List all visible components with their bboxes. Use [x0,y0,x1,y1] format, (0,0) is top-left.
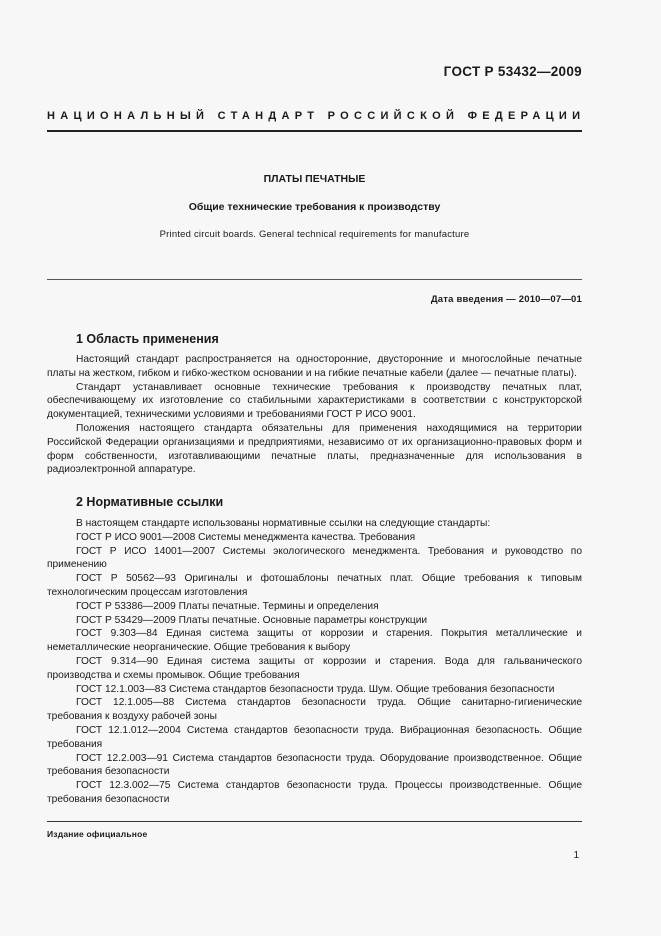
document-subtitle: Общие технические требования к производству [188,201,441,213]
section-1-paragraph: Положения настоящего стандарта обязательны для применения находящимися на территории Российской Федерации организациями и предприятиями, независимо от их организационно-правовых форм и форм собственности, изготавливающими печатные платы, предназначенные для использования в радиоэлектронной аппаратуре. [47,422,582,476]
reference-item: ГОСТ 9.314—90 Единая система защиты от коррозии и старения. Вода для гальванического производства и схемы промывок. Общие требования [47,655,582,681]
reference-item: ГОСТ 12.1.012—2004 Система стандартов безопасности труда. Вибрационная безопасность. Общие требования [47,724,582,750]
document-title: ПЛАТЫ ПЕЧАТНЫЕ [263,173,366,185]
reference-item: ГОСТ 12.1.005—88 Система стандартов безопасности труда. Общие санитарно-гигиенические требования к воздуху рабочей зоны [47,697,582,723]
reference-item: ГОСТ 12.3.002—75 Система стандартов безопасности труда. Процессы производственные. Общие требования безопасности [47,780,582,805]
gost-number: ГОСТ Р 53432—2009 [443,64,582,79]
reference-item: ГОСТ Р 53429—2009 Платы печатные. Основные параметры конструкции [76,614,428,626]
title-rule [47,279,582,280]
edition-note: Издание официальное [47,829,148,839]
page-number: 1 [573,850,579,861]
reference-item: ГОСТ Р ИСО 9001—2008 Системы менеджмента качества. Требования [76,531,416,543]
section-2-heading: 2 Нормативные ссылки [76,495,224,509]
footer-rule [47,821,582,822]
section-2-body [47,517,582,807]
references-intro: В настоящем стандарте использованы нормативные ссылки на следующие стандарты: [76,518,491,529]
reference-item: ГОСТ Р 53386—2009 Платы печатные. Термины и определения [76,600,379,612]
reference-item: ГОСТ 9.303—84 Единая система защиты от коррозии и старения. Покрытия металлические и неметаллические неорганические. Общие требования к выбору [47,628,582,654]
section-1-paragraph: Стандарт устанавливает основные технические требования к производству печатных плат, обеспечивающему их изготовление со стабильными характеристиками в соответствии с конструкторской документацией, техническими условиями и требованиями ГОСТ Р ИСО 9001. [47,381,582,421]
section-1-paragraph: Настоящий стандарт распространяется на односторонние, двусторонние и многослойные печатные платы на жестком, гибком и гибко-жестком основании и на гибкие печатные кабели (далее — печатные платы). [47,354,582,379]
document-title-english: Printed circuit boards. General technical requirements for manufacture [159,229,470,240]
reference-item: ГОСТ 12.2.003—91 Система стандартов безопасности труда. Оборудование производственное. Общие требования безопасности [47,752,582,778]
section-1-heading: 1 Область применения [76,332,219,346]
national-standard-banner: НАЦИОНАЛЬНЫЙ СТАНДАРТ РОССИЙСКОЙ ФЕДЕРАЦИИ [47,110,586,122]
reference-item: ГОСТ 12.1.003—83 Система стандартов безопасности труда. Шум. Общие требования безопасности [76,683,555,695]
header-rule [47,130,582,132]
introduction-date: Дата введения — 2010—07—01 [430,294,582,305]
reference-item: ГОСТ Р ИСО 14001—2007 Системы экологического менеджмента. Требования и руководство по применению [47,545,582,571]
reference-item: ГОСТ Р 50562—93 Оригиналы и фотошаблоны печатных плат. Общие требования к типовым технологическим процессам изготовления [47,573,582,598]
section-1-body [47,353,582,477]
